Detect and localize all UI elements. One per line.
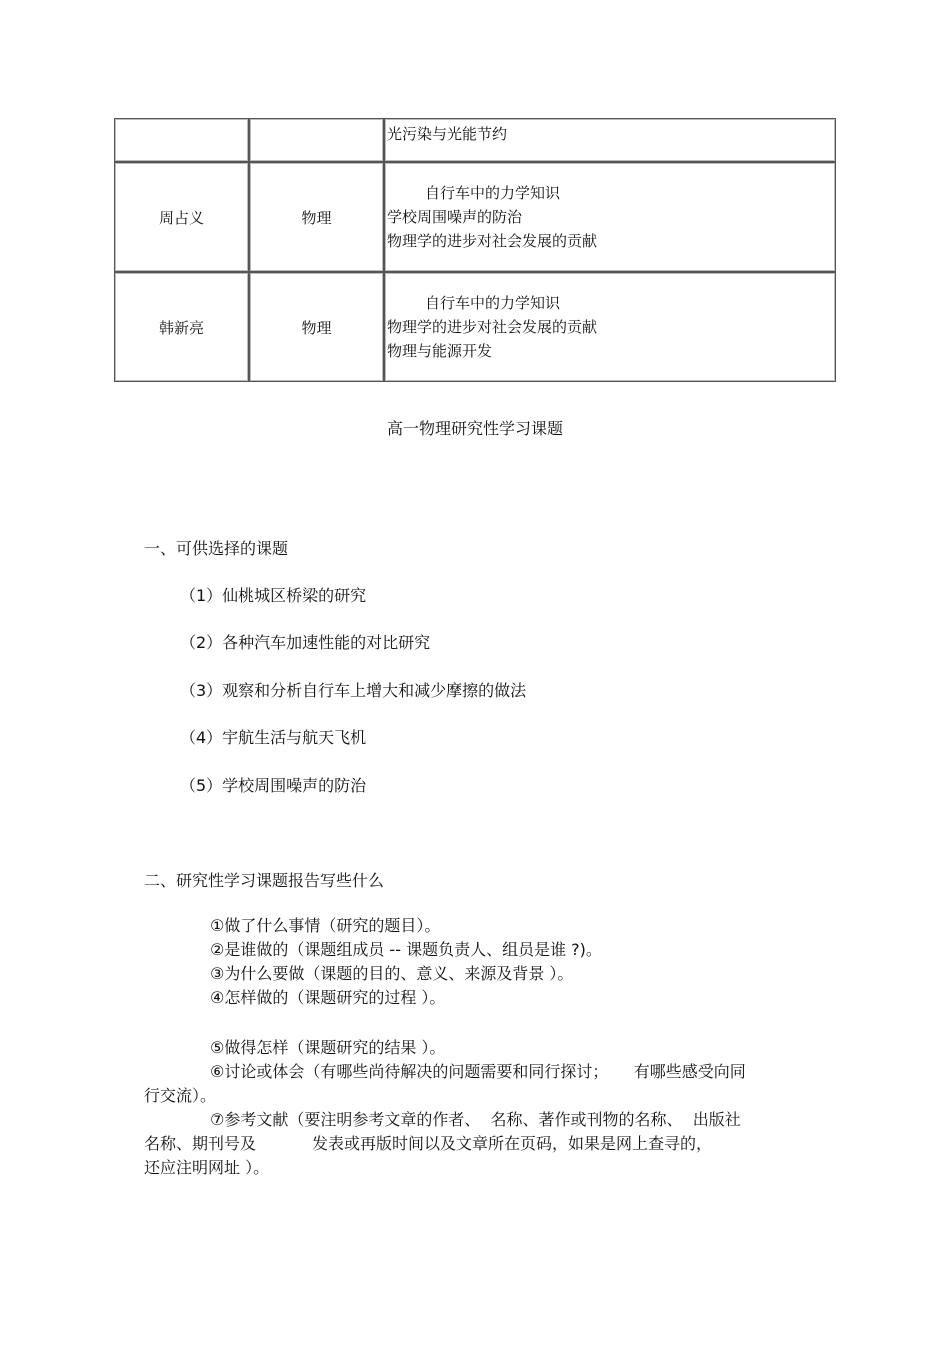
report-contents: [144, 914, 814, 1010]
list-item: （4）宇航生活与航天飞机: [180, 728, 367, 747]
report-line: 行交流）。: [144, 1086, 217, 1105]
list-item: （3）观察和分析自行车上增大和减少摩擦的做法: [180, 681, 527, 700]
page-title: 高一物理研究性学习课题: [386, 419, 563, 438]
topic-line: 光污染与光能节约: [387, 125, 508, 143]
report-line: ⑦参考文献（要注明参考文章的作者、 名称、著作或刊物的名称、 出版社: [210, 1110, 741, 1129]
topics-cell: [384, 162, 836, 272]
assignment-table: [114, 118, 836, 382]
section2-heading: 二、研究性学习课题报告写些什么: [144, 871, 385, 890]
topics-cell: [384, 118, 836, 162]
section1-heading: 一、可供选择的课题: [144, 539, 289, 558]
name-cell: [114, 118, 249, 162]
topic-line: 学校周围噪声的防治: [387, 208, 523, 226]
topic-line: 自行车中的力学知识: [425, 184, 561, 202]
topic-line: 物理学的进步对社会发展的贡献: [387, 232, 598, 250]
table-row: [114, 272, 836, 382]
subject-cell: [249, 118, 384, 162]
table-row: [114, 118, 836, 162]
topic-line: 物理与能源开发: [387, 342, 493, 360]
report-line: 名称、期刊号及 发表或再版时间以及文章所在页码，如果是网上查寻的，: [144, 1134, 712, 1153]
report-line: ①做了什么事情（研究的题目）。: [210, 916, 441, 935]
name-cell: 周占义: [114, 162, 249, 272]
table-row: [114, 162, 836, 272]
report-line: ③为什么要做（课题的目的、意义、来源及背景 ）。: [210, 964, 574, 983]
topic-line: 自行车中的力学知识: [425, 294, 561, 312]
report-line: ②是谁做的（课题组成员 -- 课题负责人、组员是谁 ?)。: [210, 940, 602, 959]
name-cell: 韩新亮: [114, 272, 249, 382]
report-line: 还应注明网址 ）。: [144, 1158, 270, 1177]
report-line: ⑤做得怎样（课题研究的结果 ）。: [210, 1038, 446, 1057]
topics-cell: [384, 272, 836, 382]
report-contents-continued: [144, 1036, 814, 1180]
subject-cell: 物理: [249, 272, 384, 382]
list-item: （2）各种汽车加速性能的对比研究: [180, 633, 431, 652]
report-line: ⑥讨论或体会（有哪些尚待解决的问题需要和同行探讨； 有哪些感受向同: [210, 1062, 746, 1081]
report-line: ④怎样做的（课题研究的过程 ）。: [210, 988, 446, 1007]
topic-line: 物理学的进步对社会发展的贡献: [387, 318, 598, 336]
subject-cell: 物理: [249, 162, 384, 272]
list-item: （5）学校周围噪声的防治: [180, 776, 367, 795]
list-item: （1）仙桃城区桥梁的研究: [180, 586, 367, 605]
